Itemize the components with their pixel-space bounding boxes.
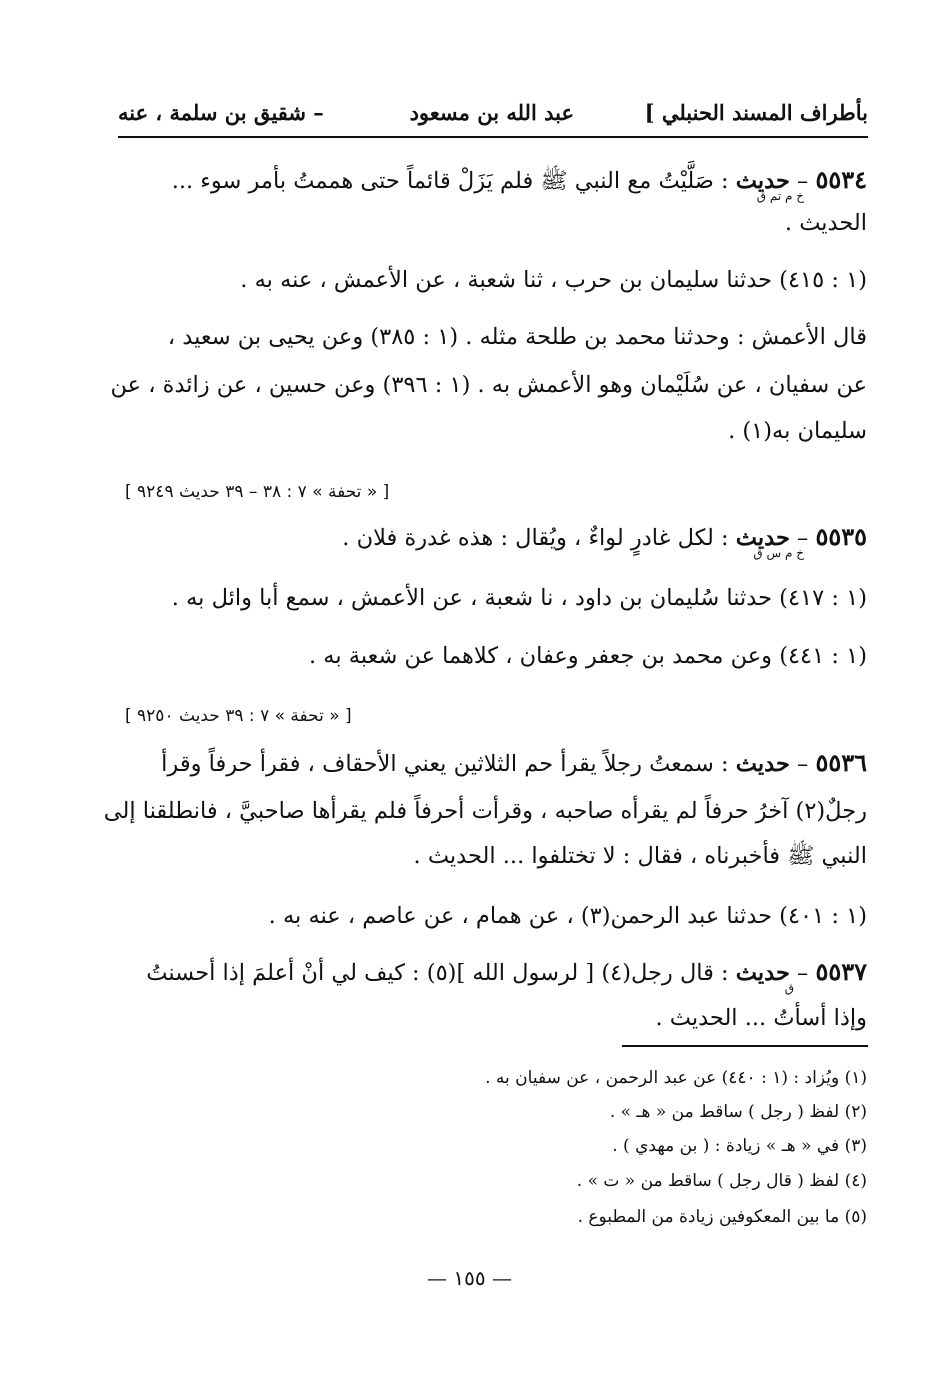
header-companion-name: عبد الله بن مسعود xyxy=(409,100,574,125)
footnote-3: (٣) في « هـ » زيادة : ( بن مهدي ) . xyxy=(612,1136,867,1156)
entry-5537-line-2: وإذا أسأتُ ... الحديث . xyxy=(655,1005,867,1031)
chain-5535-b: (١ : ٤٤١) وعن محمد بن جعفر وعفان ، كلاهما عن شعبة به . xyxy=(308,643,867,669)
entry-dash: – xyxy=(797,751,809,777)
tuhfa-reference-5534: [ « تحفة » ٧ : ٣٨ – ٣٩ حديث ٩٢٤٩ ] xyxy=(125,482,390,502)
entry-keyword: حديث xyxy=(735,168,790,194)
running-header xyxy=(118,96,868,138)
chain-5534-b-3: سليمان به(١) . xyxy=(728,418,867,444)
footnote-5: (٥) ما بين المعكوفين زيادة من المطبوع . xyxy=(577,1207,867,1227)
entry-keyword: حديث xyxy=(735,960,790,986)
page-number: — ١٥٥ — xyxy=(427,1266,512,1290)
footnote-1: (١) ويُزاد : (١ : ٤٤٠) عن عبد الرحمن ، عن سفيان به . xyxy=(485,1068,867,1088)
chain-5535-a: (١ : ٤١٧) حدثنا سُليمان بن داود ، نا شعبة ، عن الأعمش ، سمع أبا وائل به . xyxy=(171,585,867,611)
entry-text: : لكل غادرٍ لواءٌ ، ويُقال : هذه غدرة فلان . xyxy=(342,525,729,551)
footnote-separator xyxy=(622,1045,868,1047)
entry-5534-line-2: الحديث . xyxy=(784,210,867,236)
footnote-2: (٢) لفظ ( رجل ) ساقط من « هـ » . xyxy=(609,1102,867,1122)
entry-5534-sigla: خ م تم ق xyxy=(756,189,804,203)
footnote-4: (٤) لفظ ( قال رجل ) ساقط من « ت » . xyxy=(576,1171,867,1191)
entry-keyword: حديث xyxy=(735,525,790,551)
chain-5534-b-1: قال الأعمش : وحدثنا محمد بن طلحة مثله . (١ : ٣٨٥) وعن يحيى بن سعيد ، xyxy=(167,324,867,350)
entry-dash: – xyxy=(797,525,809,551)
entry-5536-line-2: رجلٌ(٢) آخرُ حرفاً لم يقرأه صاحبه ، وقرأت أحرفاً فلم يقرأها صاحبيَّ ، فانطلقنا إلى xyxy=(103,798,867,824)
entry-5537-sigla: ق xyxy=(784,981,794,995)
entry-number: ٥٥٣٥ xyxy=(815,522,867,551)
entry-number: ٥٥٣٤ xyxy=(815,165,867,194)
entry-text: : قال رجل(٤) [ لرسول الله ](٥) : كيف لي أنْ أعلمَ إذا أحسنتُ xyxy=(146,960,729,986)
entry-keyword: حديث xyxy=(735,751,790,777)
chain-5534-b-2: عن سفيان ، عن سُلَيْمان وهو الأعمش به . (١ : ٣٩٦) وعن حسين ، عن زائدة ، عن xyxy=(110,372,867,398)
entry-text: : صَلَّيْتُ مع النبي ﷺ فلم يَزَلْ قائماً حتى هممتُ بأمر سوء ... xyxy=(171,168,729,194)
entry-dash: – xyxy=(797,960,809,986)
entry-number: ٥٥٣٧ xyxy=(815,957,867,986)
entry-text: : سمعتُ رجلاً يقرأ حم الثلاثين يعني الأحقاف ، فقرأ حرفاً وقرأ xyxy=(161,751,729,777)
header-narrator-chain: – شقيق بن سلمة ، عنه xyxy=(118,100,324,125)
entry-5535-sigla: خ م س ق xyxy=(753,546,804,560)
entry-5537-line-1 xyxy=(146,958,867,987)
chain-5534-a: (١ : ٤١٥) حدثنا سليمان بن حرب ، ثنا شعبة ، عن الأعمش ، عنه به . xyxy=(240,267,867,293)
entry-dash: – xyxy=(797,168,809,194)
entry-5536-line-1 xyxy=(161,749,867,778)
entry-5536-line-3: النبي ﷺ فأخبرناه ، فقال : لا تختلفوا ... الحديث . xyxy=(413,843,867,869)
header-book-title: بأطراف المسند الحنبلي ] xyxy=(644,100,868,125)
tuhfa-reference-5535: [ « تحفة » ٧ : ٣٩ حديث ٩٢٥٠ ] xyxy=(125,706,352,726)
entry-number: ٥٥٣٦ xyxy=(815,748,867,777)
chain-5536-a: (١ : ٤٠١) حدثنا عبد الرحمن(٣) ، عن همام ، عن عاصم ، عنه به . xyxy=(268,903,867,929)
